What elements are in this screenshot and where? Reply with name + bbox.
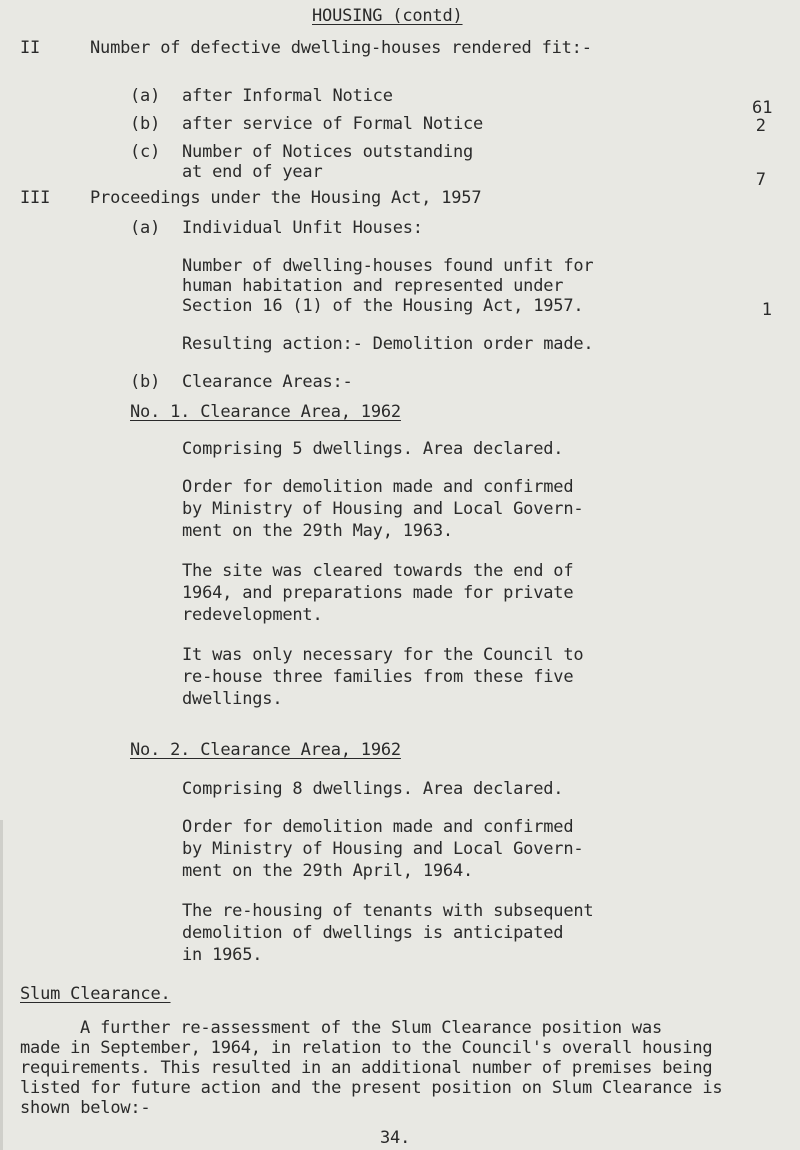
item-iii-a-label: (a) <box>130 218 161 238</box>
item-b-value: 2 <box>755 116 766 136</box>
section-ii-numeral: II <box>20 38 41 58</box>
area1-para2: Order for demolition made and confirmed by Ministry of Housing and Local Govern- ment on the 29th May, 1963. <box>182 477 584 541</box>
slum-line5: shown below:- <box>20 1098 151 1118</box>
unfit-line3: Section 16 (1) of the Housing Act, 1957. <box>182 296 584 316</box>
item-c-text-line1: Number of Notices outstanding <box>182 142 474 162</box>
slum-heading: Slum Clearance. <box>20 984 171 1004</box>
area1-para3: The site was cleared towards the end of 1964, and preparations made for private redevelopment. <box>182 561 574 625</box>
item-iii-a-title: Individual Unfit Houses: <box>182 218 423 238</box>
item-a-value: 61 <box>752 98 773 118</box>
item-b-label: (b) <box>130 114 161 134</box>
item-a-label: (a) <box>130 86 161 106</box>
unfit-line1: Number of dwelling-houses found unfit for <box>182 256 594 276</box>
slum-line3: requirements. This resulted in an additional number of premises being <box>20 1058 713 1078</box>
item-a-text: after Informal Notice <box>182 86 393 106</box>
section-iii-heading: Proceedings under the Housing Act, 1957 <box>90 188 482 208</box>
item-c-label: (c) <box>130 142 161 162</box>
area1-para1: Comprising 5 dwellings. Area declared. <box>182 439 564 459</box>
slum-line4: listed for future action and the present position on Slum Clearance is <box>20 1078 723 1098</box>
page-edge-shadow <box>0 820 3 1150</box>
item-b-text: after service of Formal Notice <box>182 114 484 134</box>
slum-line1: A further re-assessment of the Slum Clearance position was <box>80 1018 663 1038</box>
area2-para1: Comprising 8 dwellings. Area declared. <box>182 779 564 799</box>
item-c-value: 7 <box>755 170 766 190</box>
area1-heading: No. 1. Clearance Area, 1962 <box>130 402 401 422</box>
page-number: 34. <box>380 1128 411 1148</box>
item-iii-b-title: Clearance Areas:- <box>182 372 353 392</box>
item-c-text-line2: at end of year <box>182 162 323 182</box>
page-title: HOUSING (contd) <box>312 6 463 26</box>
area2-para2: Order for demolition made and confirmed by Ministry of Housing and Local Govern- ment on the 29th April, 1964. <box>182 817 584 881</box>
slum-line2: made in September, 1964, in relation to the Council's overall housing <box>20 1038 713 1058</box>
item-iii-b-label: (b) <box>130 372 161 392</box>
section-ii-heading: Number of defective dwelling-houses rendered fit:- <box>90 38 592 58</box>
unfit-line2: human habitation and represented under <box>182 276 564 296</box>
area2-heading: No. 2. Clearance Area, 1962 <box>130 740 401 760</box>
resulting-action: Resulting action:- Demolition order made. <box>182 334 594 354</box>
unfit-value: 1 <box>761 300 772 320</box>
section-iii-numeral: III <box>20 188 51 208</box>
area1-para4: It was only necessary for the Council to re-house three families from these five dwellings. <box>182 645 584 709</box>
area2-para3: The re-housing of tenants with subsequent demolition of dwellings is anticipated in 1965. <box>182 901 594 965</box>
